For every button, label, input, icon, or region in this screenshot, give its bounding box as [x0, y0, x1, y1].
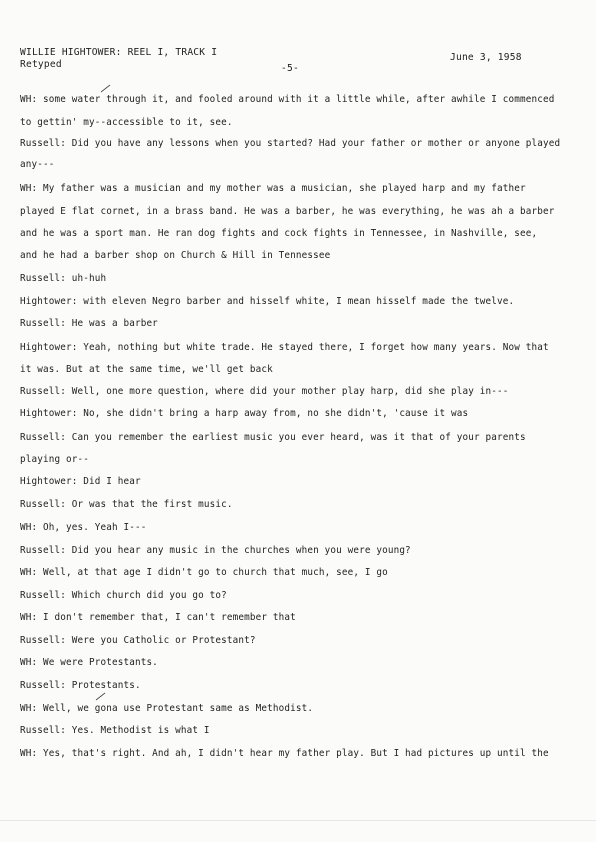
transcript-line: WH: Yes, that's right. And ah, I didn't hear my father play. But I had pictures up until the: [20, 748, 549, 759]
transcript-line: Hightower: Did I hear: [20, 476, 141, 487]
header-reel-track: WILLIE HIGHTOWER: REEL I, TRACK I: [20, 47, 218, 58]
transcript-line: Russell: Well, one more question, where did your mother play harp, did she play in---: [20, 386, 509, 397]
transcript-line: Russell: Were you Catholic or Protestant?: [20, 635, 256, 646]
transcript-line: Russell: Which church did you go to?: [20, 590, 227, 601]
transcript-line: Hightower: Yeah, nothing but white trade. He stayed there, I forget how many years. Now that: [20, 342, 549, 353]
transcript-line: WH: some water through it, and fooled around with it a little while, after awhile I commenced: [20, 94, 555, 105]
transcript-line: WH: Well, we gona use Protestant same as Methodist.: [20, 703, 314, 714]
transcript-line: any---: [20, 159, 55, 170]
transcript-line: played E flat cornet, in a brass band. He was a barber, he was everything, he was ah a barber: [20, 206, 555, 217]
transcript-line: Hightower: No, she didn't bring a harp away from, no she didn't, 'cause it was: [20, 408, 469, 419]
transcript-line: Russell: Or was that the first music.: [20, 499, 233, 510]
header-retyped: Retyped: [20, 59, 62, 70]
transcript-line: Russell: He was a barber: [20, 318, 158, 329]
page-number: -5-: [281, 63, 299, 74]
transcript-line: Russell: Can you remember the earliest music you ever heard, was it that of your parents: [20, 432, 526, 443]
transcript-line: WH: Oh, yes. Yeah I---: [20, 522, 147, 533]
transcript-line: WH: My father was a musician and my mother was a musician, she played harp and my father: [20, 183, 526, 194]
transcript-line: WH: We were Protestants.: [20, 657, 158, 668]
handwritten-check-mark: [95, 692, 107, 702]
transcript-line: Russell: Did you have any lessons when you started? Had your father or mother or anyone played: [20, 138, 561, 149]
transcript-line: Russell: uh-huh: [20, 273, 107, 284]
handwritten-check-mark: [100, 84, 112, 94]
transcript-line: and he was a sport man. He ran dog fights and cock fights in Tennessee, in Nashville, see,: [20, 228, 538, 239]
transcript-line: WH: Well, at that age I didn't go to church that much, see, I go: [20, 567, 388, 578]
transcript-line: Russell: Protestants.: [20, 680, 141, 691]
transcript-line: to gettin' my--accessible to it, see.: [20, 117, 233, 128]
transcript-line: WH: I don't remember that, I can't remember that: [20, 612, 296, 623]
transcript-line: Hightower: with eleven Negro barber and hisself white, I mean hisself made the twelve.: [20, 296, 515, 307]
transcript-line: it was. But at the same time, we'll get back: [20, 364, 273, 375]
transcript-line: playing or--: [20, 454, 89, 465]
transcript-line: Russell: Did you hear any music in the churches when you were young?: [20, 545, 411, 556]
header-date: June 3, 1958: [450, 52, 522, 63]
transcript-line: Russell: Yes. Methodist is what I: [20, 725, 210, 736]
page-bottom-edge: [0, 820, 596, 821]
transcript-line: and he had a barber shop on Church & Hill in Tennessee: [20, 250, 331, 261]
